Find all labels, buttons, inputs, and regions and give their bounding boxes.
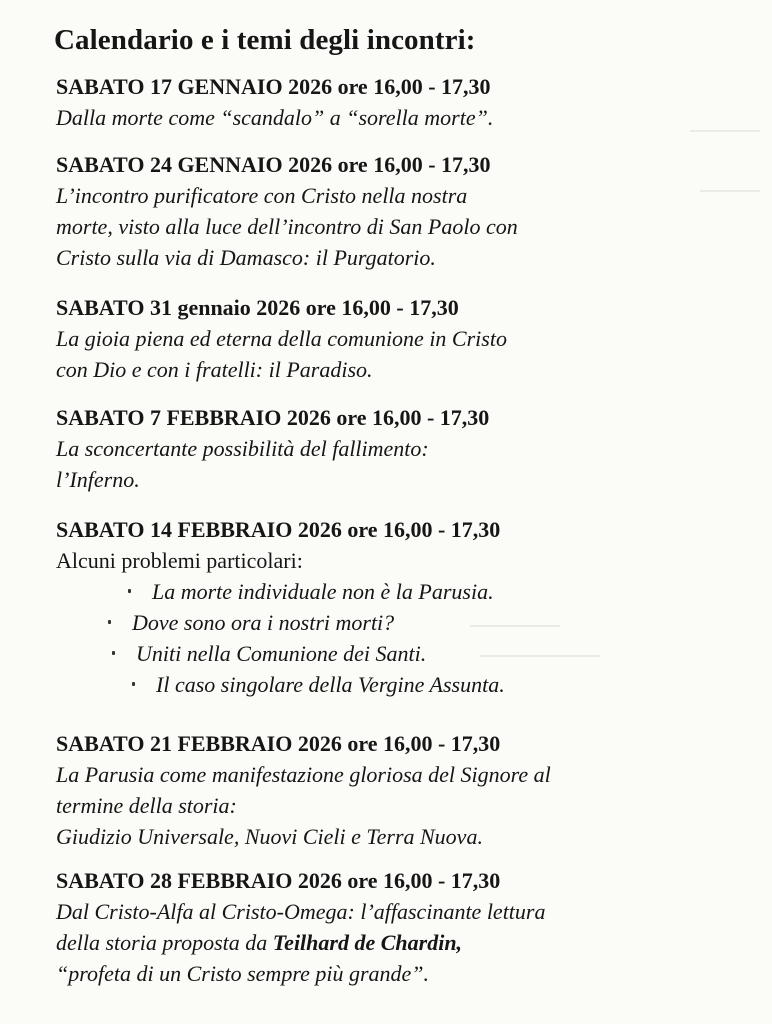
session-date: SABATO 31 gennaio 2026 ore 16,00 - 17,30 bbox=[56, 295, 459, 320]
list-item bbox=[56, 669, 756, 700]
session-entry bbox=[56, 866, 756, 989]
author-name: Teilhard de Chardin, bbox=[272, 930, 463, 955]
description-text: della storia proposta da bbox=[56, 930, 273, 955]
session-date: SABATO 7 FEBBRAIO 2026 ore 16,00 - 17,30 bbox=[56, 405, 490, 430]
list-item-text: La morte individuale non è la Parusia. bbox=[152, 579, 494, 604]
session-description: Giudizio Universale, Nuovi Cieli e Terra Nuova. bbox=[56, 824, 483, 849]
session-date: SABATO 28 FEBBRAIO 2026 ore 16,00 - 17,30 bbox=[56, 868, 501, 893]
bullet-icon bbox=[112, 651, 115, 655]
page-title: Calendario e i temi degli incontri: bbox=[54, 24, 476, 56]
list-item bbox=[56, 607, 756, 638]
list-item-text: Uniti nella Comunione dei Santi. bbox=[136, 641, 427, 666]
bullet-icon bbox=[128, 589, 131, 593]
session-description: La Parusia come manifestazione gloriosa del Signore al bbox=[56, 762, 551, 787]
session-entry bbox=[56, 729, 756, 852]
session-description: Cristo sulla via di Damasco: il Purgatorio. bbox=[56, 245, 436, 270]
session-description: l’Inferno. bbox=[56, 467, 140, 492]
bullet-icon bbox=[132, 682, 135, 686]
session-description: “profeta di un Cristo sempre più grande”. bbox=[56, 961, 430, 986]
session-entry bbox=[56, 72, 756, 133]
session-description: Dalla morte come “scandalo” a “sorella morte”. bbox=[56, 105, 494, 130]
list-item-text: Dove sono ora i nostri morti? bbox=[132, 610, 395, 635]
session-description: L’incontro purificatore con Cristo nella nostra bbox=[56, 183, 468, 208]
session-description: La gioia piena ed eterna della comunione in Cristo bbox=[56, 326, 507, 351]
topic-list bbox=[56, 576, 756, 700]
session-date: SABATO 21 FEBBRAIO 2026 ore 16,00 - 17,30 bbox=[56, 731, 501, 756]
session-description: La sconcertante possibilità del fallimento: bbox=[56, 436, 429, 461]
session-intro: Alcuni problemi particolari: bbox=[56, 548, 303, 573]
session-description: termine della storia: bbox=[56, 793, 237, 818]
session-date: SABATO 24 GENNAIO 2026 ore 16,00 - 17,30 bbox=[56, 152, 491, 177]
session-description bbox=[56, 927, 756, 958]
session-entry bbox=[56, 515, 756, 700]
bullet-icon bbox=[108, 620, 111, 624]
session-description: Dal Cristo-Alfa al Cristo-Omega: l’affascinante lettura bbox=[56, 899, 546, 924]
session-entry bbox=[56, 403, 756, 495]
list-item bbox=[56, 576, 756, 607]
session-date: SABATO 14 FEBBRAIO 2026 ore 16,00 - 17,30 bbox=[56, 517, 501, 542]
list-item-text: Il caso singolare della Vergine Assunta. bbox=[156, 672, 505, 697]
session-entry bbox=[56, 150, 756, 273]
session-description: morte, visto alla luce dell’incontro di San Paolo con bbox=[56, 214, 518, 239]
session-description: con Dio e con i fratelli: il Paradiso. bbox=[56, 357, 373, 382]
session-date: SABATO 17 GENNAIO 2026 ore 16,00 - 17,30 bbox=[56, 74, 491, 99]
session-entry bbox=[56, 293, 756, 385]
list-item bbox=[56, 638, 756, 669]
